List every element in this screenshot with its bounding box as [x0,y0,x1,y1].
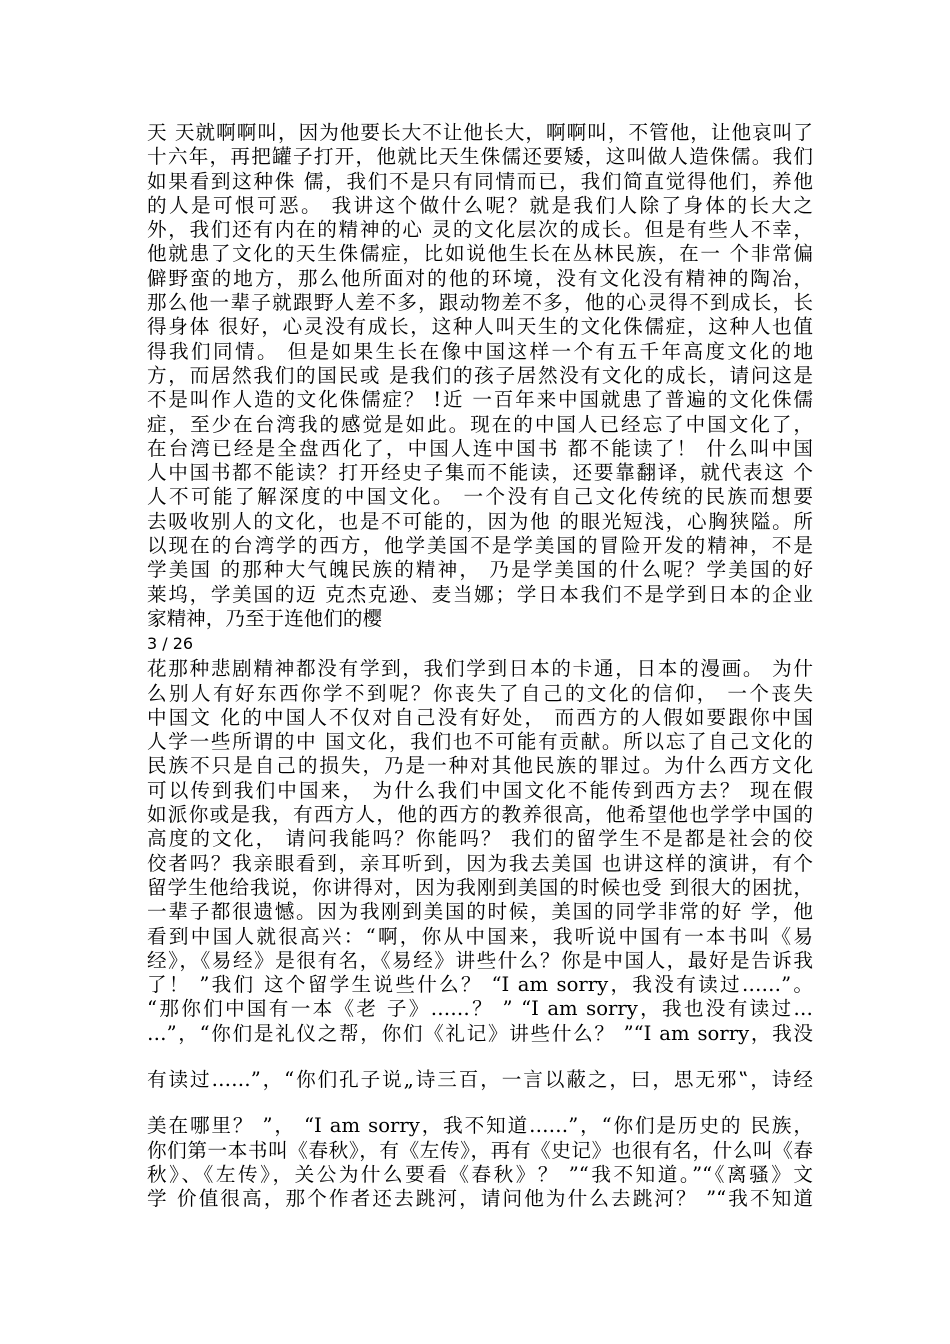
text-line: 家精神，乃至于连他们的樱 [147,606,383,630]
text-line: 美在哪里？ ”， “I am sorry，我不知道……”，“你们是历史的 民族， [147,1114,813,1138]
text-line: 那么他一辈子就跟野人差不多，跟动物差不多，他的心灵得不到成长，长 [147,291,813,315]
text-line: 中国文 化的中国人不仅对自己没有好处， 而西方的人假如要跟你中国 [147,705,813,729]
text-line: 不是叫作人造的文化侏儒症？ !近 一百年来中国就患了普遍的文化侏儒 [147,388,813,412]
text-line: 你们第一本书叫《春秋》，有《左传》，再有《史记》也很有名，什么叫《春 [147,1138,813,1162]
document-page [147,121,813,1211]
text-line: 经》，《易经》是很有名，《易经》讲些什么？你是中国人，最好是告诉我 [147,948,813,972]
text-line: 莱坞，学美国的迈 克杰克逊、麦当娜；学日本我们不是学到日本的企业 [147,582,813,606]
text-line: 人学一些所谓的中 国文化，我们也不可能有贡献。所以忘了自己文化的 [147,730,813,754]
paragraph-gap [147,1092,813,1114]
text-line: 僻野蛮的地方，那么他所面对的他的环境，没有文化没有精神的陶冶， [147,266,813,290]
text-line: 在台湾已经是全盘西化了，中国人连中国书 都不能读了！ 什么叫中国 [147,436,813,460]
text-line: 天 天就啊啊叫，因为他要长大不让他长大，啊啊叫，不管他，让他哀叫了 [147,121,813,144]
text-line: 民族不只是自己的损失，乃是一种对其他民族的罪过。为什么西方文化 [147,754,813,778]
text-line: 学 价值很高，那个作者还去跳河，请问他为什么去跳河？ ”“我不知道 [147,1187,813,1211]
page-number: 3 / 26 [147,634,194,654]
text-line: 以现在的台湾学的西方，他学美国不是学美国的冒险开发的精神，不是 [147,534,813,558]
text-line: 方，而居然我们的国民或 是我们的孩子居然没有文化的成长，请问这是 [147,363,813,387]
text-line: 留学生他给我说，你讲得对，因为我刚到美国的时候也受 到很大的困扰， [147,875,813,899]
page-3-body [147,121,813,631]
text-line: 高度的文化， 请问我能吗？你能吗？ 我们的留学生不是都是社会的佼 [147,827,813,851]
text-line: 得我们同情。 但是如果生长在像中国这样一个有五千年高度文化的地 [147,339,813,363]
text-line: 一辈子都很遗憾。因为我刚到美国的时候，美国的同学非常的好 学，他 [147,900,813,924]
text-line: 人中国书都不能读？打开经史子集而不能读，还要靠翻译，就代表这 个 [147,461,813,485]
text-line: 秋》、《左传》，关公为什么要看《春秋》？ ”“我不知道。”“《离骚》文 [147,1162,813,1186]
text-line: 可以传到我们中国来， 为什么我们中国文化不能传到西方去？ 现在假 [147,778,813,802]
text-line: 么别人有好东西你学不到呢？你丧失了自己的文化的信仰， 一个丧失 [147,681,813,705]
text-line: 他就患了文化的天生侏儒症，比如说他生长在丛林民族，在一 个非常偏 [147,242,813,266]
text-line: 人不可能了解深度的中国文化。 一个没有自己文化传统的民族而想要 [147,485,813,509]
text-line: 看到中国人就很高兴：“啊，你从中国来，我听说中国有一本书叫《易 [147,924,813,948]
text-line: 去吸收别人的文化，也是不可能的，因为他 的眼光短浅，心胸狭隘。所 [147,509,813,533]
text-line: 如派你或是我，有西方人，他的西方的教养很高，他希望他也学学中国的 [147,803,813,827]
text-line: “那你们中国有一本《老 子》……？ ” “I am sorry，我也没有读过… [147,997,813,1021]
page-4-body [147,657,813,1046]
text-line: 外，我们还有内在的精神的心 灵的文化层次的成长。但是有些人不幸， [147,218,813,242]
text-line: 症，至少在台湾我的感觉是如此。现在的中国人已经忘了中国文化了， [147,412,813,436]
text-line: …”，“你们是礼仪之帮，你们《礼记》讲些什么？ ”“I am sorry，我没 [147,1021,813,1045]
paragraph-gap [147,1046,813,1068]
page-4-body-continued [147,1068,813,1092]
text-line: 十六年，再把罐子打开，他就比天生侏儒还要矮，这叫做人造侏儒。我们 [147,145,813,169]
text-line: 的人是可恨可恶。 我讲这个做什么呢？就是我们人除了身体的长大之 [147,193,813,217]
text-line: 如果看到这种侏 儒，我们不是只有同情而已，我们简直觉得他们，养他 [147,169,813,193]
page-4-body-end [147,1114,813,1211]
text-line: 佼者吗？我亲眼看到，亲耳听到，因为我去美国 也讲这样的演讲，有个 [147,851,813,875]
text-line: 得身体 很好，心灵没有成长，这种人叫天生的文化侏儒症，这种人也值 [147,315,813,339]
text-line: 学美国 的那种大气魄民族的精神， 乃是学美国的什么呢？学美国的好 [147,558,813,582]
text-line: 花那种悲剧精神都没有学到，我们学到日本的卡通，日本的漫画。 为什 [147,657,813,681]
text-line: 了！ ”我们 这个留学生说些什么？ “I am sorry，我没有读过……”。 [147,973,813,997]
text-line: 有读过……”，“你们孔子说„诗三百，一言以蔽之，曰，思无邪‟，诗经 [147,1067,813,1091]
